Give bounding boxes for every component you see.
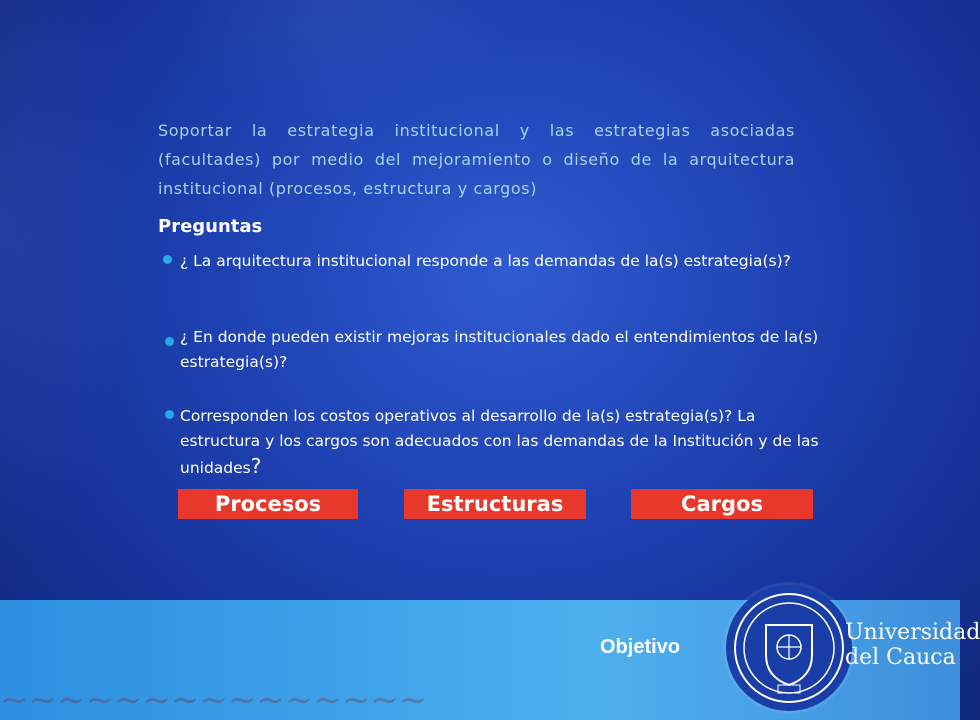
question-item: ¿ En donde pueden existir mejoras institucionales dado el entendimientos de la(s) estrategia(s)? xyxy=(180,328,819,371)
tag-estructuras: Estructuras xyxy=(404,489,586,519)
question-item-text: Corresponden los costos operativos al desarrollo de la(s) estrategia(s)? La estructura y los cargos son adecuados con las demandas de la Institución y de las unidades xyxy=(180,407,819,477)
bullet-icon xyxy=(165,337,174,346)
tag-cargos: Cargos xyxy=(631,489,813,519)
footer-decoration: ~~~~~~~~~~~~~~~ xyxy=(0,680,428,720)
tag-procesos: Procesos xyxy=(178,489,358,519)
footer-label: Objetivo xyxy=(600,636,681,658)
question-item-mark: ? xyxy=(250,454,262,478)
university-name-line1: Universidad xyxy=(845,620,980,645)
university-name-line2: del Cauca xyxy=(845,645,956,670)
bullet-icon xyxy=(163,255,172,264)
background-swirl-left xyxy=(0,0,140,560)
objective-text: Soportar la estrategia institucional y las estrategias asociadas (facultades) por medio del mejoramiento o diseño de la arquitectura institucional (procesos, estructura y cargos) xyxy=(158,121,795,198)
questions-title: Preguntas xyxy=(158,216,263,237)
question-item: ¿ La arquitectura institucional responde a las demandas de la(s) estrategia(s)? xyxy=(180,252,791,270)
question-item xyxy=(180,404,820,481)
university-name xyxy=(845,620,980,670)
background-swirl-top xyxy=(160,0,520,120)
bullet-icon xyxy=(165,410,174,419)
university-seal-icon xyxy=(726,585,852,711)
